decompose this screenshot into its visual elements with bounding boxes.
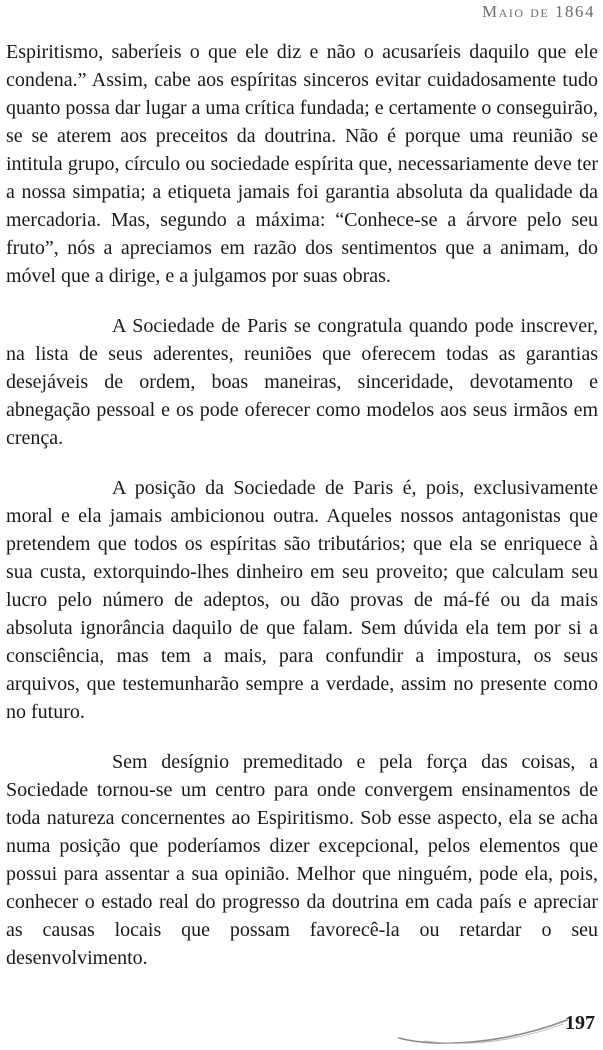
body-text xyxy=(6,38,598,994)
paragraph-1: Espiritismo, saberíeis o que ele diz e não o acusaríeis daquilo que ele condena.” Assim, cabe aos espíritas sinceros evitar cuidadosamente tudo quanto possa dar lugar a uma crítica fundada; e certamente o conseguirão, se se aterem aos preceitos da doutrina. Não é porque uma reunião se intitula grupo, círculo ou sociedade espírita que, necessariamente deve ter a nossa simpatia; a etiqueta jamais foi garantia absoluta da qualidade da mercadoria. Mas, segundo a máxima: “Conhece-se a árvore pelo seu fruto”, nós a apreciamos em razão dos sentimentos que a animam, do móvel que a dirige, e a julgamos por suas obras. xyxy=(6,41,598,287)
page-number: 197 xyxy=(565,1012,595,1034)
running-header: Maio de 1864 xyxy=(482,2,595,21)
paragraph-4: Sem desígnio premeditado e pela força das coisas, a Sociedade tornou-se um centro para onde convergem ensinamentos de toda natureza concernentes ao Espiritismo. Sob esse aspecto, ela se acha numa posição que poderíamos dizer excepcional, pelos elementos que possui para assentar a sua opinião. Melhor que ninguém, pode ela, pois, conhecer o estado real do progresso da doutrina em cada país e apreciar as causas locais que possam favorecê-la ou retardar o seu desenvolvimento. xyxy=(6,751,598,969)
footer-swoosh-ornament xyxy=(395,1008,570,1048)
paragraph-3: A posição da Sociedade de Paris é, pois, exclusivamente moral e ela jamais ambicionou outra. Aqueles nossos antagonistas que pretendem que todos os espíritas são tributários; que ela se enriquece à sua custa, extorquindo-lhes dinheiro em seu proveito; que calculam seu lucro pelo número de adeptos, ou dão provas de má-fé ou da mais absoluta ignorância daquilo de que falam. Sem dúvida ela tem por si a consciência, mas tem a mais, para confundir a impostura, os seus arquivos, que testemunharão sempre a verdade, assim no presente como no futuro. xyxy=(6,477,598,723)
paragraph-2: A Sociedade de Paris se congratula quando pode inscrever, na lista de seus aderentes, reuniões que oferecem todas as garantias desejáveis de ordem, boas maneiras, sinceridade, devotamento e abnegação pessoal e os pode oferecer como modelos aos seus irmãos em crença. xyxy=(6,315,598,449)
